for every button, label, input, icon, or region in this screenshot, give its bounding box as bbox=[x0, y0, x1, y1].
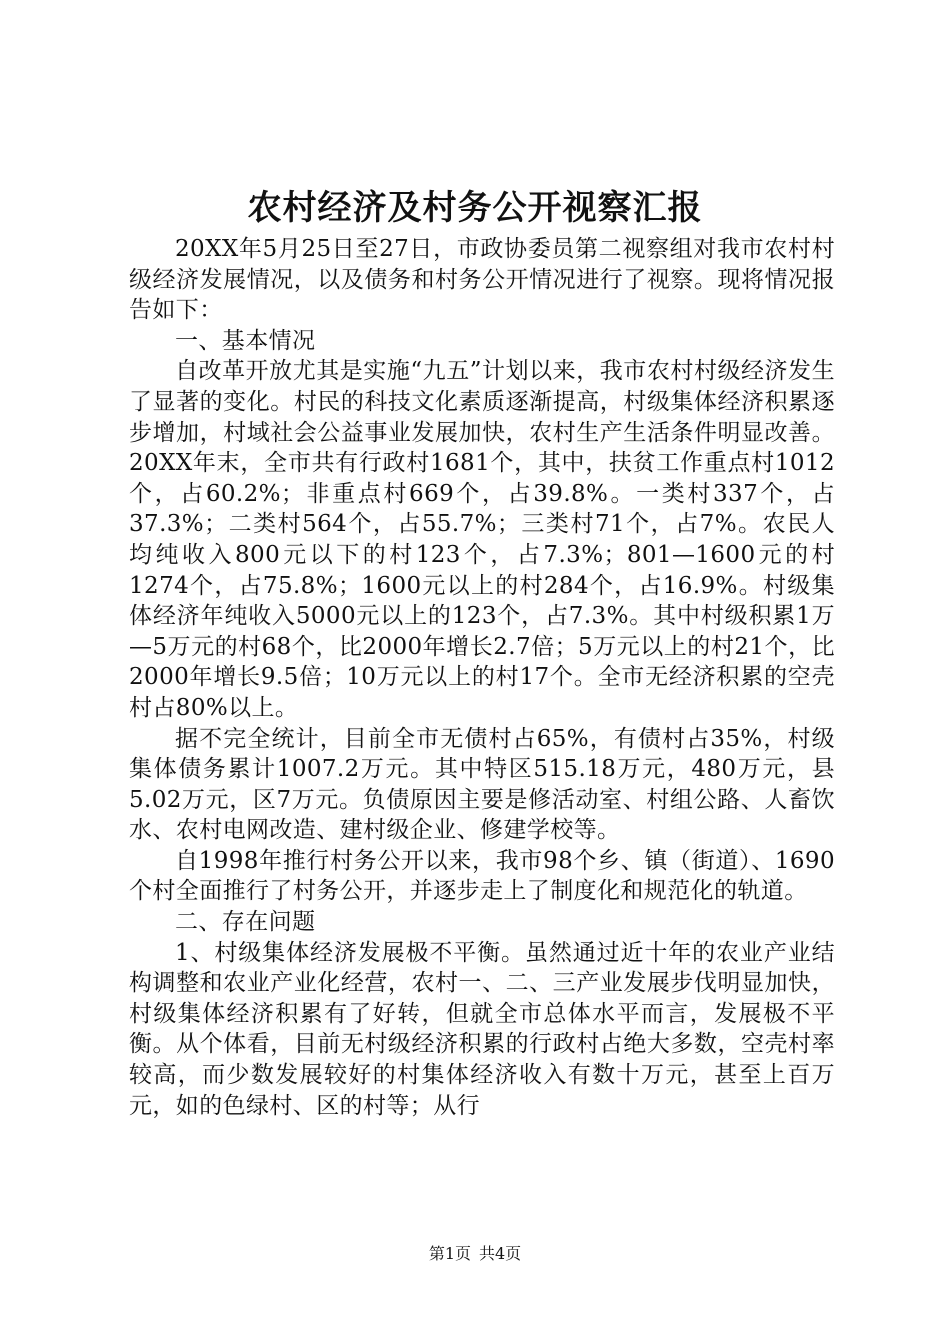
document-body bbox=[129, 234, 835, 1121]
page-number: 第1页 bbox=[428, 1244, 471, 1263]
document-title: 农村经济及村务公开视察汇报 bbox=[247, 188, 703, 228]
paragraph-village-affairs-disclosure: 自1998年推行村务公开以来，我市98个乡、镇（街道）、1690个村全面推行了村务公开，并逐步走上了制度化和规范化的轨道。 bbox=[129, 847, 835, 905]
page-total: 共4页 bbox=[479, 1244, 522, 1263]
section-heading-basic-situation: 一、基本情况 bbox=[175, 327, 316, 354]
paragraph-uneven-development: 1、村级集体经济发展极不平衡。虽然通过近十年的农业产业结构调整和农业产业化经营，农村一、二、三产业发展步伐明显加快，村级集体经济积累有了好转，但就全市总体水平而言，发展极不平衡。从个体看，目前无村级经济积累的行政村占绝大多数，空壳村率较高，而少数发展较好的村集体经济收入有数十万元，甚至上百万元，如的色绿村、区的村等；从行 bbox=[129, 939, 835, 1119]
paragraph-debt-statistics: 据不完全统计，目前全市无债村占65%，有债村占35%，村级集体债务累计1007.2万元。其中特区515.18万元，480万元，县5.02万元，区7万元。负债原因主要是修活动室、村组公路、人畜饮水、农村电网改造、建村级企业、修建学校等。 bbox=[129, 725, 835, 844]
page-footer bbox=[0, 1244, 950, 1264]
section-heading-existing-problems: 二、存在问题 bbox=[175, 909, 316, 936]
paragraph-intro: 20XX年5月25日至27日，市政协委员第二视察组对我市农村村级经济发展情况，以及债务和村务公开情况进行了视察。现将情况报告如下： bbox=[129, 236, 835, 324]
paragraph-economic-development: 自改革开放尤其是实施“九五”计划以来，我市农村村级经济发生了显著的变化。村民的科技文化素质逐渐提高，村级集体经济积累逐步增加，村域社会公益事业发展加快，农村生产生活条件明显改善。20XX年末，全市共有行政村1681个，其中，扶贫工作重点村1012个，占60.2%；非重点村669个，占39.8%。一类村337个，占37.3%；二类村564个，占55.7%；三类村71个，占7%。农民人均纯收入800元以下的村123个，占7.3%；801—1600元的村1274个，占75.8%；1600元以上的村284个，占16.9%。村级集体经济年纯收入5000元以上的123个，占7.3%。其中村级积累1万—5万元的村68个，比2000年增长2.7倍；5万元以上的村21个，比2000年增长9.5倍；10万元以上的村17个。全市无经济积累的空壳村占80%以上。 bbox=[129, 358, 835, 721]
